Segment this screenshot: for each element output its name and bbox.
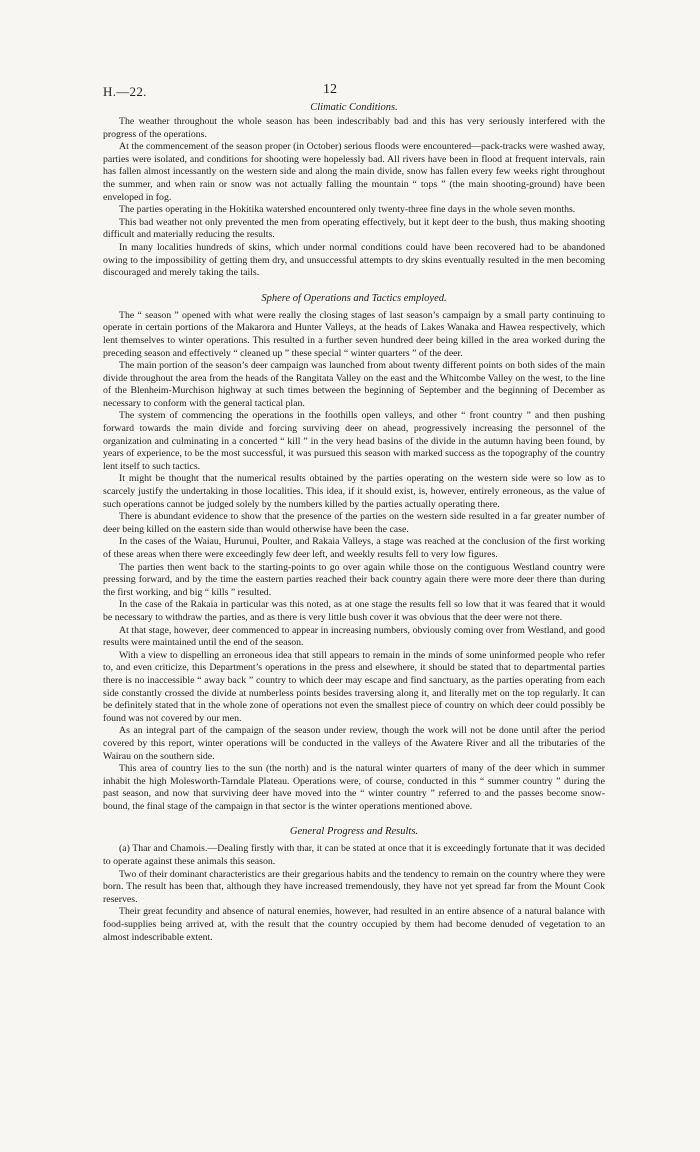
paragraph: With a view to dispelling an erroneous idea that still appears to remain in the minds of some uninformed people who refer to, and even criticize, this Department’s operations in the press and elsewhere, it should be stated that to departmental parties there is no inaccessible “ away back ” country to which deer may escape and find sanctuary, as the parties operating from each side constantly crossed the divide at numberless points besides traversing along it, and literally met on the top regularly. It can be definitely stated that in the whole zone of operations not even the smallest piece of country on which deer could possibly be found was not covered by our men. [103,649,605,724]
report-reference: H.—22. [103,84,147,99]
paragraph: At that stage, however, deer commenced to appear in increasing numbers, obviously coming over from Westland, and good results were maintained until the end of the season. [103,624,605,649]
section-heading: Sphere of Operations and Tactics employed. [261,292,447,304]
section-climatic-conditions [103,102,605,280]
section-heading: Climatic Conditions. [310,102,398,113]
paragraph: The parties then went back to the starting-points to go over again while those on the contiguous Westland country were pressing forward, and by the time the eastern parties reached their back country again there were more deer there than during the first working, and big “ kills ” resulted. [103,561,605,598]
paragraph: This area of country lies to the sun (the north) and is the natural winter quarters of many of the deer which in summer inhabit the high Molesworth-Tarndale Plateau. Operations were, of course, conducted in this “ summer country ” during the past season, and now that surviving deer have moved into the “ winter country ” referred to and the passes become snow-bound, the final stage of the campaign in that sector is the winter operations mentioned above. [103,763,605,812]
paragraph: There is abundant evidence to show that the presence of the parties on the western side resulted in a far greater number of deer being killed on the eastern side than would otherwise have been the case. [103,511,605,535]
paragraph: In the cases of the Waiau, Hurunui, Poulter, and Rakaia Valleys, a stage was reached at the conclusion of the first working of these areas when there were exceedingly few deer left, and weekly results fell to very low figures. [103,536,605,560]
paragraph: The main portion of the season’s deer campaign was launched from about twenty different points on both sides of the main divide throughout the area from the heads of the Rangitata Valley on the east and the Whitcombe Valley on the west, to the line of the Blenheim-Murchison highway at such times between the beginning of September and the beginning of December as necessary to conform with the general tactical plan. [103,360,605,409]
section-general-progress [103,826,605,944]
page-number: 12 [323,82,337,97]
section-sphere-of-operations [103,293,605,814]
paragraph: Their great fecundity and absence of natural enemies, however, had resulted in an entire absence of a natural balance with food-supplies being arrived at, with the result that the country occupied by them had become denuded of vegetation to an almost indescribable extent. [103,906,605,943]
paragraph: The weather throughout the whole season has been indescribably bad and this has very seriously interfered with the progress of the operations. [103,116,605,140]
page-header [103,78,605,100]
paragraph: The parties operating in the Hokitika watershed encountered only twenty-three fine days in the whole seven months. [119,204,576,216]
paragraph: The “ season ” opened with what were really the closing stages of last season’s campaign by a small party continuing to operate in certain portions of the Makarora and Hunter Valleys, at the heads of Lakes Wanaka and Hawea respectively, which lent themselves to winter operations. This resulted in a further seven hundred deer being killed in the area worked during the preceding season and effectively “ cleaned up ” these special “ winter quarters ” of the deer. [103,309,605,359]
paragraph: In the case of the Rakaia in particular was this noted, as at one stage the results fell so low that it was feared that it would be necessary to withdraw the parties, and as there is very little bush cover it was obvious that the deer were not there. [103,599,605,623]
paragraph: This bad weather not only prevented the men from operating effectively, but it kept deer to the bush, thus making shooting difficult and materially reducing the results. [103,216,605,241]
paragraph: In many localities hundreds of skins, which under normal conditions could have been recovered had to be abandoned owing to the impossibility of getting them dry, and unsuccessful attempts to dry skins eventually resulted in the men becoming discouraged and merely taking the tails. [103,241,605,279]
section-heading: General Progress and Results. [289,826,419,838]
paragraph: As an integral part of the campaign of the season under review, though the work will not be done until after the period covered by this report, winter operations will be conducted in the valleys of the Awatere River and all the tributaries of the Wairau on the southern side. [103,725,605,762]
paragraph: (a) Thar and Chamois.—Dealing firstly with thar, it can be stated at once that it is exceedingly fortunate that it was decided to operate against these animals this season. [103,843,605,868]
paragraph: Two of their dominant characteristics are their gregarious habits and the tendency to remain on the country where they were born. The result has been that, although they have increased tremendously, they have not yet spread far from the Mount Cook reserves. [103,868,605,905]
paragraph: At the commencement of the season proper (in October) serious floods were encountered—pack-tracks were washed away, parties were isolated, and conditions for shooting were hopelessly bad. All rivers have been in flood at frequent intervals, rain has fallen almost incessantly on the western side and along the main divide, snow has fallen every few weeks right throughout the summer, and when rain or snow was not actually falling the mountain “ tops ” (the main shooting-ground) have been enveloped in fog. [103,141,605,203]
paragraph: It might be thought that the numerical results obtained by the parties operating on the western side were so low as to scarcely justify the undertaking in those localities. This idea, if it should exist, is, however, entirely erroneous, as the value of such operations cannot be judged solely by the numbers killed by the parties actually operating there. [103,473,605,510]
paragraph: The system of commencing the operations in the foothills open valleys, and other “ front country ” and then pushing forward towards the main divide and forcing surviving deer on ahead, progressively increasing the personnel of the organization and culminating in a concerted “ kill ” in the very head basins of the divide in the autumn having been found, by years of experience, to be the most successful, it was pursued this season with marked success as the topography of the country lent itself to such tactics. [103,410,605,472]
